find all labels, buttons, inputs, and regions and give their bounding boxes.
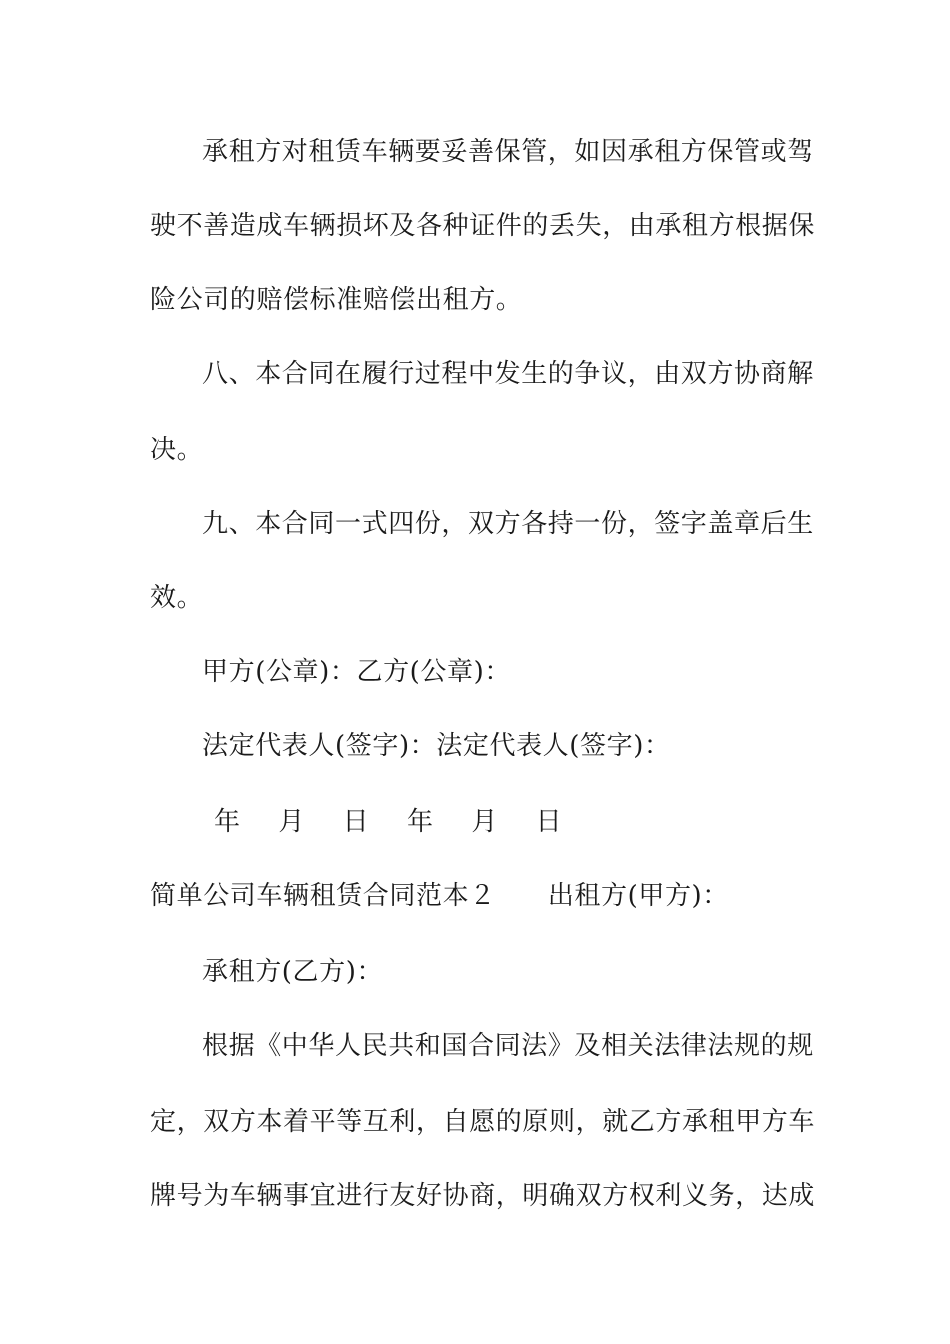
paragraph-line: 承租方对租赁车辆要妥善保管，如因承租方保管或驾	[202, 137, 814, 167]
seal-line: 甲方(公章)：乙方(公章)：	[202, 657, 511, 687]
preamble-line: 牌号为车辆事宜进行友好协商，明确双方权利义务，达成	[150, 1181, 816, 1211]
preamble-line: 根据《中华人民共和国合同法》及相关法律法规的规	[202, 1031, 814, 1061]
contract-title-line	[150, 880, 800, 912]
paragraph-line: 驶不善造成车辆损坏及各种证件的丢失，由承租方根据保	[150, 211, 816, 241]
date-line: 年 月 日 年 月 日	[214, 807, 563, 837]
paragraph-line: 险公司的赔偿标准赔偿出租方。	[150, 285, 523, 315]
lessor-label: 出租方(甲方)：	[547, 881, 729, 911]
preamble-line: 定，双方本着平等互利，自愿的原则，就乙方承租甲方车	[150, 1107, 816, 1137]
lessee-label: 承租方(乙方)：	[202, 957, 384, 987]
clause-eight-line: 八、本合同在履行过程中发生的争议，由双方协商解	[202, 359, 814, 389]
signature-line: 法定代表人(签字)：法定代表人(签字)：	[202, 731, 671, 761]
clause-eight-line: 决。	[150, 435, 204, 465]
contract-title: 简单公司车辆租赁合同范本２	[150, 881, 496, 911]
clause-nine-line: 九、本合同一式四份，双方各持一份，签字盖章后生	[202, 509, 814, 539]
clause-nine-line: 效。	[150, 583, 204, 613]
